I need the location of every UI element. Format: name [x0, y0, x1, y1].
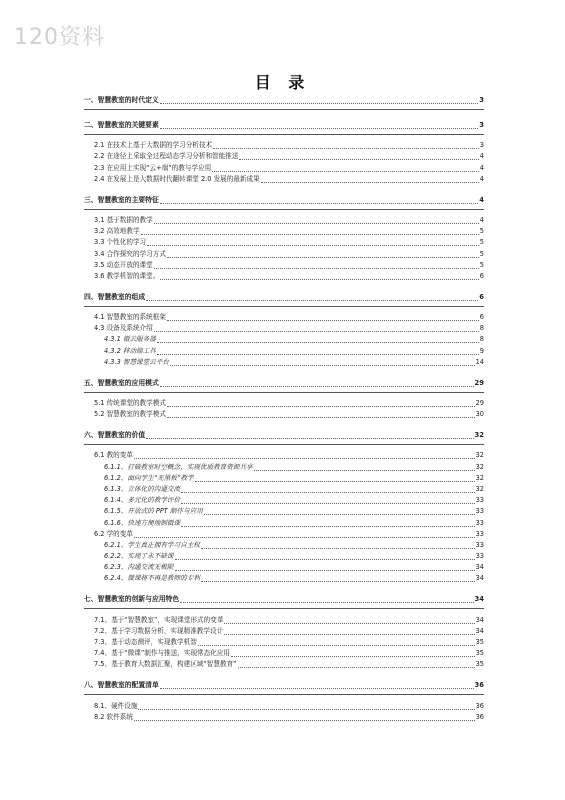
dot-leader: [181, 526, 474, 527]
toc-entry-label: 6.1 教的变革: [94, 451, 133, 460]
toc-subentry[interactable]: [84, 506, 484, 517]
dot-leader: [147, 245, 479, 246]
toc-subentry[interactable]: [84, 473, 484, 484]
toc-subentry[interactable]: [84, 271, 484, 282]
dot-leader: [231, 656, 475, 657]
toc-subentry[interactable]: [84, 626, 484, 637]
toc-entry-page: 33: [475, 552, 484, 561]
dot-leader: [167, 406, 475, 407]
toc-subentry[interactable]: [84, 551, 484, 562]
dot-leader: [157, 342, 479, 343]
dot-leader: [239, 159, 478, 160]
toc-entry-label: 二、智慧教室的关键要素: [84, 121, 159, 129]
toc-entry-label: 8.1、硬件设施: [94, 701, 138, 710]
dot-leader: [146, 300, 478, 301]
toc-entry-label: 4.1 智慧教室的系统框架: [94, 313, 166, 322]
toc-entry-page: 8: [479, 324, 484, 333]
dot-leader: [254, 470, 475, 471]
toc-entry-page: 35: [475, 660, 484, 669]
toc-entry-page: 29: [475, 399, 484, 407]
toc-subentry[interactable]: [84, 151, 484, 162]
toc-entry-label: 4.3 设备及系统介绍: [94, 324, 153, 333]
dot-leader: [181, 503, 474, 504]
toc-entry-label: 6.2.3、沟通交流无极限: [104, 563, 174, 572]
dot-leader: [160, 688, 474, 689]
toc-entry-page: 32: [475, 473, 484, 482]
toc-entry-page: 4: [479, 195, 484, 204]
dot-leader: [213, 148, 479, 149]
toc-entry-label: 7.5、基于教育大数据汇聚，构建区域“智慧教育”: [94, 660, 237, 669]
dot-leader: [157, 354, 479, 355]
toc-section: [84, 194, 484, 282]
toc-entry-label: 7.2、基于学习数据分析，实现精准教学设计: [94, 626, 224, 635]
toc-subentry[interactable]: [84, 323, 484, 334]
toc-section: [84, 377, 484, 420]
toc-entry-page: 14: [475, 357, 484, 366]
toc-subentry[interactable]: [84, 648, 484, 659]
toc-entry-label: 7.4、基于“微课”制作与推送，实现常态化应用: [94, 649, 231, 658]
chapter-rule: [84, 134, 484, 135]
toc-entry-page: 32: [475, 451, 484, 460]
toc-entry-page: 6: [479, 271, 484, 280]
toc-entry-page: 33: [475, 507, 484, 516]
toc-subentry[interactable]: [84, 659, 484, 670]
toc-entry-label: 6.1.2、面向学生“无黑板”教学: [104, 473, 194, 482]
toc-entry-label: 三、智慧教室的主要特征: [84, 195, 159, 204]
toc-entry-label: 5.2 智慧教室的教学模式: [94, 410, 166, 419]
toc-entry-page: 4: [479, 215, 484, 224]
chapter-rule: [84, 444, 484, 445]
dot-leader: [160, 103, 479, 104]
dot-leader: [204, 514, 475, 515]
toc-chapter-entry[interactable]: [84, 94, 484, 106]
toc-entry-page: 34: [475, 626, 484, 635]
toc-section: [84, 679, 484, 722]
toc-entry-label: 八、智慧教室的配置清单: [84, 681, 159, 690]
toc-entry-page: 34: [475, 563, 484, 572]
toc-subentry[interactable]: [84, 162, 484, 173]
dot-leader: [170, 365, 475, 366]
toc-entry-label: 3.5 动态开放的课堂: [94, 260, 153, 269]
toc-entry-page: 36: [475, 701, 484, 710]
toc-chapter-entry[interactable]: [84, 119, 484, 131]
dot-leader: [167, 320, 479, 321]
toc-entry-page: 5: [479, 238, 484, 247]
toc-subentry[interactable]: [84, 712, 484, 723]
toc-entry-page: 4: [479, 163, 484, 172]
dot-leader: [212, 171, 479, 172]
dot-leader: [138, 709, 474, 710]
toc-subentry[interactable]: [84, 312, 484, 323]
chapter-rule: [84, 392, 484, 393]
toc-entry-label: 6.2.2、实现了永不缺课: [104, 552, 174, 561]
toc-entry-label: 五、智慧教室的应用模式: [84, 378, 159, 387]
dot-leader: [134, 720, 475, 721]
toc-entry-label: 6.1.5、开放式的 PPT 制作与应用: [104, 507, 203, 516]
dot-leader: [134, 458, 475, 459]
toc-entry-page: 33: [475, 518, 484, 527]
dot-leader: [160, 386, 474, 387]
toc-subentry[interactable]: [84, 614, 484, 625]
toc-entry-page: 29: [474, 378, 484, 387]
dot-leader: [238, 667, 475, 668]
toc-entry-page: 35: [475, 638, 484, 646]
toc-entry-label: 6.1.4、多元化的教学评价: [104, 496, 181, 505]
toc-chapter-entry[interactable]: [84, 194, 484, 206]
toc-entry-label: 4.3.2 移动端工具: [104, 346, 156, 355]
toc-entry-page: 34: [475, 574, 484, 583]
toc-subentry[interactable]: [84, 540, 484, 551]
toc-entry-page: 5: [479, 227, 484, 236]
toc-subentry[interactable]: [84, 450, 484, 461]
toc-entry-page: 5: [479, 260, 484, 269]
toc-subentry[interactable]: [84, 345, 484, 356]
toc-subentry[interactable]: [84, 700, 484, 711]
toc-subentry[interactable]: [84, 334, 484, 345]
dot-leader: [141, 234, 479, 235]
toc-entry-page: 6: [479, 313, 484, 322]
toc-entry-page: 34: [475, 615, 484, 624]
toc-entry-label: 6.2 学的变革: [94, 529, 133, 538]
chapter-rule: [84, 694, 484, 695]
toc-entry-label: 3.2 高效地教学: [94, 227, 140, 236]
toc-entry-label: 6.1.3、立体化的沟通交流: [104, 484, 181, 493]
toc-entry-label: 四、智慧教室的组成: [84, 292, 146, 301]
toc-subentry[interactable]: [84, 226, 484, 237]
toc-entry-page: 4: [479, 174, 484, 183]
toc-entry-page: 32: [475, 484, 484, 493]
toc-entry-label: 6.1.6、快速方便地制微课: [104, 518, 181, 527]
toc-subentry[interactable]: [84, 495, 484, 506]
toc-section: [84, 291, 484, 368]
toc-entry-page: 3: [479, 141, 484, 150]
dot-leader: [167, 257, 479, 258]
dot-leader: [175, 570, 475, 571]
dot-leader: [154, 268, 479, 269]
page-title: 目 录: [254, 73, 311, 92]
toc-entry-label: 3.6 教学机智的课堂。: [94, 271, 160, 280]
dot-leader: [154, 331, 479, 332]
toc-entry-label: 8.2 软件系统: [94, 712, 133, 721]
dot-leader: [160, 203, 479, 204]
toc-entry-label: 3.1 基于数据的教学: [94, 215, 153, 224]
table-of-contents: [84, 94, 484, 723]
toc-entry-page: 30: [475, 410, 484, 419]
toc-entry-label: 2.2 在途径上采取全过程动态学习分析和智能推送: [94, 152, 239, 161]
toc-entry-label: 5.1 传统课堂的教学模式: [94, 399, 166, 407]
dot-leader: [180, 602, 473, 603]
dot-leader: [160, 128, 479, 129]
toc-subentry[interactable]: [84, 517, 484, 528]
watermark-text: 120资料: [14, 25, 105, 50]
dot-leader: [224, 634, 474, 635]
toc-entry-page: 3: [479, 96, 484, 104]
toc-chapter-entry[interactable]: [84, 679, 484, 691]
toc-entry-label: 3.4 合作探究的学习方式: [94, 249, 166, 258]
toc-entry-page: 5: [479, 249, 484, 258]
dot-leader: [261, 182, 479, 183]
toc-entry-page: 33: [475, 529, 484, 538]
dot-leader: [175, 559, 475, 560]
toc-subentry[interactable]: [84, 260, 484, 271]
toc-entry-page: 32: [475, 462, 484, 471]
toc-chapter-entry[interactable]: [84, 429, 484, 441]
toc-section: [84, 119, 484, 185]
toc-entry-label: 七、智慧教室的创新与应用特色: [84, 595, 180, 604]
toc-subentry[interactable]: [84, 562, 484, 573]
chapter-rule: [84, 209, 484, 210]
toc-entry-label: 6.1.1、打破教室时空概念，实现优质教育资源共享: [104, 462, 253, 471]
toc-entry-page: 32: [474, 431, 484, 440]
toc-entry-page: 36: [475, 712, 484, 721]
toc-chapter-entry[interactable]: [84, 593, 484, 605]
toc-subentry[interactable]: [84, 529, 484, 540]
toc-subentry[interactable]: [84, 237, 484, 248]
dot-leader: [167, 417, 475, 418]
toc-chapter-entry[interactable]: [84, 291, 484, 303]
toc-subentry[interactable]: [84, 484, 484, 495]
toc-subentry[interactable]: [84, 248, 484, 259]
toc-entry-label: 4.3.1 微云服务器: [104, 335, 156, 344]
toc-entry-page: 3: [479, 121, 484, 129]
toc-entry-page: 33: [475, 496, 484, 505]
toc-entry-label: 2.3 在应用上实现“云+端”的教与学应用: [94, 163, 212, 172]
toc-entry-label: 6.2.1、学生真正拥有学习自主权: [104, 540, 200, 549]
toc-entry-label: 7.3、基于动态测评，实现教学机智: [94, 638, 197, 646]
dot-leader: [201, 581, 475, 582]
chapter-rule: [84, 306, 484, 307]
dot-leader: [181, 492, 474, 493]
toc-subentry[interactable]: [84, 215, 484, 226]
toc-entry-page: 8: [479, 335, 484, 344]
toc-entry-label: 7.1、基于“智慧教室”，实现课堂形式的变革: [94, 615, 224, 624]
toc-subentry[interactable]: [84, 398, 484, 409]
toc-entry-label: 6.2.4、微课将不再是教师的专利: [104, 574, 200, 583]
toc-subentry[interactable]: [84, 174, 484, 185]
dot-leader: [146, 438, 473, 439]
toc-subentry[interactable]: [84, 409, 484, 420]
toc-entry-page: 9: [479, 346, 484, 355]
chapter-rule: [84, 109, 484, 110]
toc-entry-label: 2.1 在技术上基于大数据的学习分析技术: [94, 141, 213, 150]
toc-section: [84, 429, 484, 584]
dot-leader: [198, 645, 475, 646]
dot-leader: [195, 481, 475, 482]
toc-entry-label: 2.4 在发展上是大数据时代翻转课堂 2.0 发展的最新成果: [94, 174, 260, 183]
toc-entry-page: 36: [474, 681, 484, 690]
toc-entry-label: 3.3 个性化的学习: [94, 238, 147, 247]
toc-entry-page: 35: [475, 649, 484, 658]
toc-subentry[interactable]: [84, 140, 484, 151]
toc-entry-label: 六、智慧教室的价值: [84, 431, 146, 440]
toc-entry-label: 一、智慧教室的时代定义: [84, 96, 159, 104]
dot-leader: [160, 279, 478, 280]
dot-leader: [201, 548, 475, 549]
toc-entry-label: 4.3.3 智慧课堂云平台: [104, 357, 170, 366]
toc-entry-page: 33: [475, 540, 484, 549]
toc-subentry[interactable]: [84, 573, 484, 584]
toc-entry-page: 6: [479, 292, 484, 301]
dot-leader: [224, 623, 474, 624]
toc-subentry[interactable]: [84, 637, 484, 648]
toc-chapter-entry[interactable]: [84, 377, 484, 389]
toc-section: [84, 593, 484, 670]
toc-entry-page: 4: [479, 152, 484, 161]
toc-subentry[interactable]: [84, 461, 484, 472]
toc-section: [84, 94, 484, 110]
toc-entry-page: 34: [474, 595, 484, 604]
chapter-rule: [84, 608, 484, 609]
toc-subentry[interactable]: [84, 357, 484, 368]
dot-leader: [154, 223, 479, 224]
dot-leader: [134, 537, 475, 538]
